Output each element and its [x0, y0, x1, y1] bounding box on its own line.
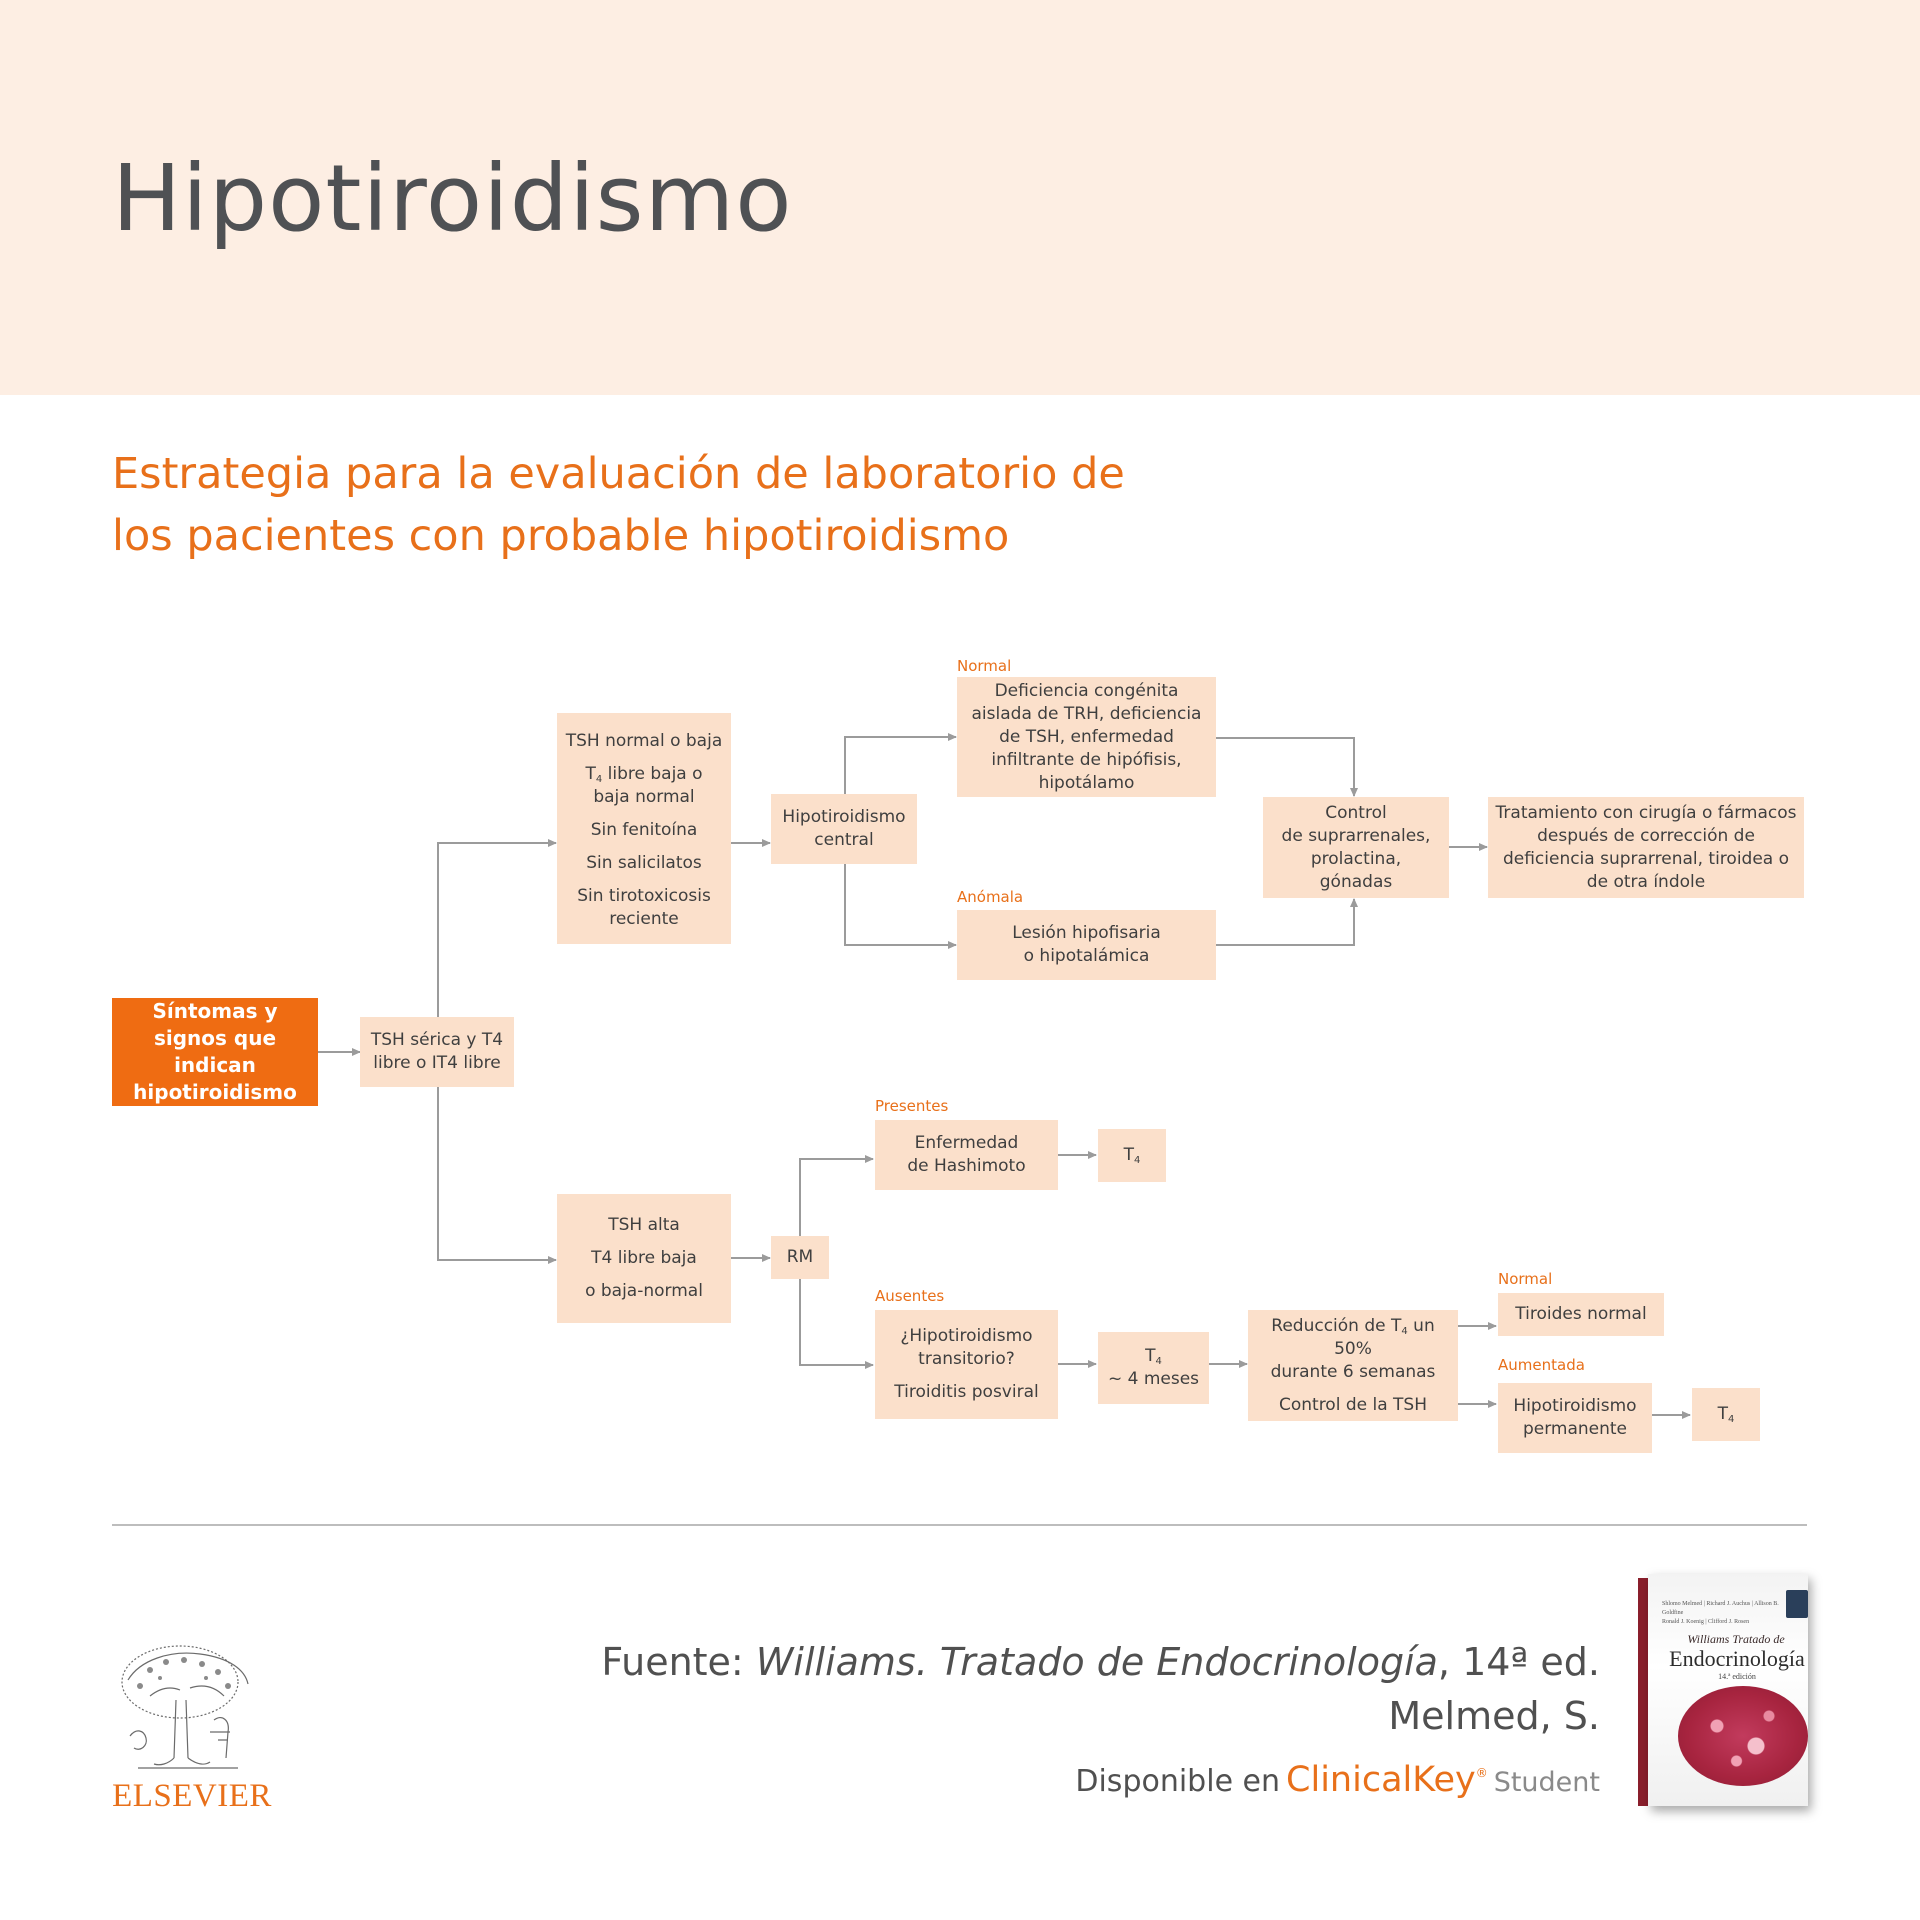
central-hypothyroidism-text: Hipotiroidismo central: [782, 807, 906, 850]
criteria-no-thyrotoxicosis: Sin tirotoxicosis reciente: [577, 886, 711, 929]
t4-letter-2: T: [1145, 1346, 1156, 1366]
footer-divider: [112, 1524, 1807, 1526]
t4-subscript-1: 4: [1134, 1155, 1141, 1166]
control-box: [1263, 797, 1449, 898]
central-hypothyroidism-box: [771, 794, 917, 864]
transient-question: ¿Hipotiroidismo transitorio?: [900, 1326, 1033, 1369]
treatment-box: [1488, 797, 1804, 898]
criteria-tsh-normal-low: TSH normal o baja: [565, 731, 723, 751]
book-title-large: Endocrinología: [1669, 1646, 1805, 1671]
criteria-no-phenytoin: Sin fenitoína: [590, 820, 698, 840]
clinicalkey-brand: ClinicalKey: [1286, 1760, 1476, 1800]
book-cover-image: [1638, 1574, 1810, 1810]
transient-viral: Tiroiditis posviral: [894, 1382, 1039, 1402]
t4-letter-3: T: [1717, 1404, 1728, 1424]
book-edition: 14.ª edición: [1718, 1672, 1756, 1681]
reduction-text-b: un 50%: [1334, 1315, 1435, 1359]
start-box-symptoms: [112, 998, 318, 1106]
reduction-line-1: [1254, 1315, 1452, 1361]
connector-test-branch-down: [438, 1087, 556, 1260]
subtitle-line-1: Estrategia para la evaluación de laboratorio de: [112, 449, 1125, 499]
rm-box: [771, 1236, 829, 1279]
control-title: Control: [1325, 802, 1387, 823]
connector-rm-absent: [800, 1279, 873, 1365]
source-citation: [601, 1640, 1600, 1684]
t4-treatment-box-1: [1098, 1129, 1166, 1182]
criteria-t4-low: T4 libre baja: [591, 1248, 697, 1268]
label-present: Presentes: [875, 1097, 949, 1115]
thyroid-normal-text: Tiroides normal: [1515, 1304, 1647, 1324]
test-box-tsh-t4: [360, 1017, 514, 1087]
hashimoto-text: Enfermedad de Hashimoto: [907, 1133, 1026, 1176]
source-book-title: Williams. Tratado de Endocrinología: [755, 1640, 1438, 1684]
t4-months-box: [1098, 1332, 1209, 1404]
criteria-no-salicylates: Sin salicilatos: [586, 853, 702, 873]
subtitle-line-2: los pacientes con probable hipotiroidismo: [112, 511, 1010, 561]
permanent-hypothyroidism-text: Hipotiroidismo permanente: [1513, 1396, 1637, 1439]
pituitary-lesion-text: Lesión hipofisaria o hipotalámica: [1012, 923, 1161, 966]
permanent-hypothyroidism-box: [1498, 1383, 1652, 1453]
criteria-t4-free-low: [585, 763, 702, 809]
label-normal-upper: Normal: [957, 657, 1012, 675]
hashimoto-box: [875, 1120, 1058, 1190]
test-box-text: TSH sérica y T4 libre o IT4 libre: [370, 1030, 504, 1073]
reduction-subscript: 4: [1401, 1325, 1408, 1337]
criteria-t4-letter: T: [585, 764, 596, 784]
book-front-cover: [1648, 1574, 1808, 1806]
criteria-t4-normal: baja normal: [593, 787, 695, 807]
reduction-box: [1248, 1310, 1458, 1421]
reduction-tsh-control: Control de la TSH: [1278, 1394, 1427, 1415]
clinicalkey-student-label: Student: [1493, 1767, 1600, 1798]
months-text: ~ 4 meses: [1107, 1369, 1200, 1389]
pituitary-lesion-box: [957, 910, 1216, 980]
congenital-deficiency-text: Deficiencia congénita aislada de TRH, deficiencia de TSH, enfermedad infiltrante de hipófisis, hipotálamo: [971, 680, 1202, 793]
source-prefix: Fuente:: [601, 1640, 756, 1684]
criteria-t4-subscript: 4: [595, 774, 603, 785]
label-abnormal: Anómala: [957, 888, 1024, 906]
t4-treatment-box-2: [1692, 1388, 1760, 1441]
criteria-low-normal: o baja-normal: [585, 1281, 703, 1301]
thyroid-normal-box: [1498, 1293, 1664, 1336]
page-title: Hipotiroidismo: [112, 145, 793, 252]
t4-letter-1: T: [1123, 1145, 1134, 1165]
control-detail: de suprarrenales, prolactina, gónadas: [1281, 825, 1431, 892]
connector-rm-present: [800, 1159, 873, 1236]
connector-abnormal-control: [1216, 899, 1354, 945]
elsevier-wordmark: ELSEVIER: [112, 1778, 272, 1814]
connector-central-abnormal: [845, 864, 956, 945]
criteria-t4-rest: libre baja o: [602, 764, 703, 784]
t4-subscript-2: 4: [1155, 1356, 1162, 1367]
lower-criteria-box: [557, 1194, 731, 1323]
transient-box: [875, 1310, 1058, 1419]
reduction-text-a: Reducción de T: [1271, 1315, 1402, 1336]
congenital-deficiency-box: [957, 677, 1216, 797]
criteria-tsh-high: TSH alta: [608, 1215, 680, 1235]
treatment-text: Tratamiento con cirugía o fármacos después de corrección de deficiencia suprarrenal, tiroidea o de otra índole: [1495, 802, 1797, 892]
label-normal-lower: Normal: [1498, 1270, 1553, 1288]
clinicalkey-registered-mark: ®: [1475, 1766, 1488, 1780]
label-increased: Aumentada: [1498, 1356, 1585, 1374]
availability-text: Disponible en: [1075, 1764, 1281, 1799]
reduction-duration: durante 6 semanas: [1270, 1361, 1436, 1382]
source-author: Melmed, S.: [1388, 1694, 1600, 1738]
start-box-text: Síntomas y signos que indican hipotiroidismo: [133, 999, 297, 1104]
connector-normal-control: [1216, 738, 1354, 796]
book-authors: Shlomo Melmed | Richard J. Auchus | Allison B. Goldfine Ronald J. Koenig | Clifford J. Rosen: [1662, 1601, 1779, 1625]
t4-subscript-3: 4: [1728, 1414, 1735, 1425]
source-edition: , 14ª ed.: [1437, 1640, 1600, 1684]
connector-test-branch-up: [438, 843, 556, 1017]
label-absent: Ausentes: [875, 1287, 945, 1305]
availability-line: [1075, 1760, 1600, 1800]
rm-text: RM: [786, 1247, 814, 1267]
book-badge-icon: [1786, 1590, 1808, 1618]
book-title-small: Williams Tratado de: [1687, 1632, 1785, 1646]
book-cover-art: [1678, 1686, 1808, 1786]
upper-criteria-box: [557, 713, 731, 944]
